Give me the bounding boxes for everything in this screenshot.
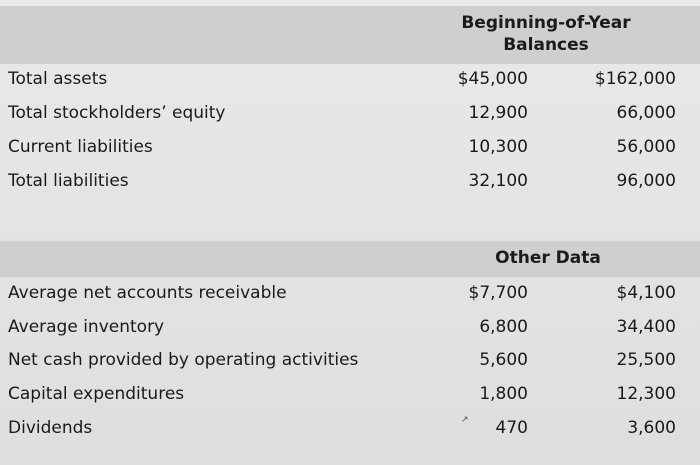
row-label: Total stockholders’ equity: [8, 103, 226, 123]
row-label: Total liabilities: [8, 171, 129, 191]
row-value-col1: 10,300: [468, 137, 528, 157]
table-row: [0, 130, 700, 164]
table-row: [0, 164, 700, 198]
row-value-col2: 66,000: [616, 103, 676, 123]
row-label: Average inventory: [8, 317, 165, 337]
row-value-col1: 12,900: [468, 103, 528, 123]
table-row: [0, 377, 700, 411]
row-label: Net cash provided by operating activities: [8, 350, 359, 370]
row-label: Total assets: [8, 69, 108, 89]
row-value-col1: 1,800: [479, 384, 528, 404]
other-data-header: Other Data: [495, 248, 601, 268]
cursor-mark-icon: ↗: [461, 415, 469, 425]
table-row: [0, 310, 700, 344]
row-value-col2: $4,100: [616, 283, 676, 303]
row-label: Average net accounts receivable: [8, 283, 287, 303]
row-label: Capital expenditures: [8, 384, 185, 404]
row-value-col2: $162,000: [594, 69, 676, 89]
row-value-col2: 56,000: [616, 137, 676, 157]
row-value-col1: $45,000: [457, 69, 528, 89]
table-row: [0, 62, 700, 96]
table-row: [0, 96, 700, 130]
row-value-col1: $7,700: [468, 283, 528, 303]
row-value-col1: 470: [495, 418, 528, 438]
row-value-col1: 5,600: [479, 350, 528, 370]
row-label: Dividends: [8, 418, 93, 438]
row-value-col2: 12,300: [616, 384, 676, 404]
table-row: [0, 343, 700, 377]
row-value-col2: 96,000: [616, 171, 676, 191]
balances-header-line1: Beginning-of-Year: [461, 13, 631, 33]
row-value-col2: 25,500: [616, 350, 676, 370]
row-value-col2: 34,400: [616, 317, 676, 337]
table-row: [0, 276, 700, 310]
row-value-col2: 3,600: [627, 418, 676, 438]
row-value-col1: 32,100: [468, 171, 528, 191]
table-row: [0, 411, 700, 445]
balances-header-line2: Balances: [503, 35, 589, 55]
balances-header: [428, 12, 664, 56]
row-label: Current liabilities: [8, 137, 153, 157]
row-value-col1: 6,800: [479, 317, 528, 337]
